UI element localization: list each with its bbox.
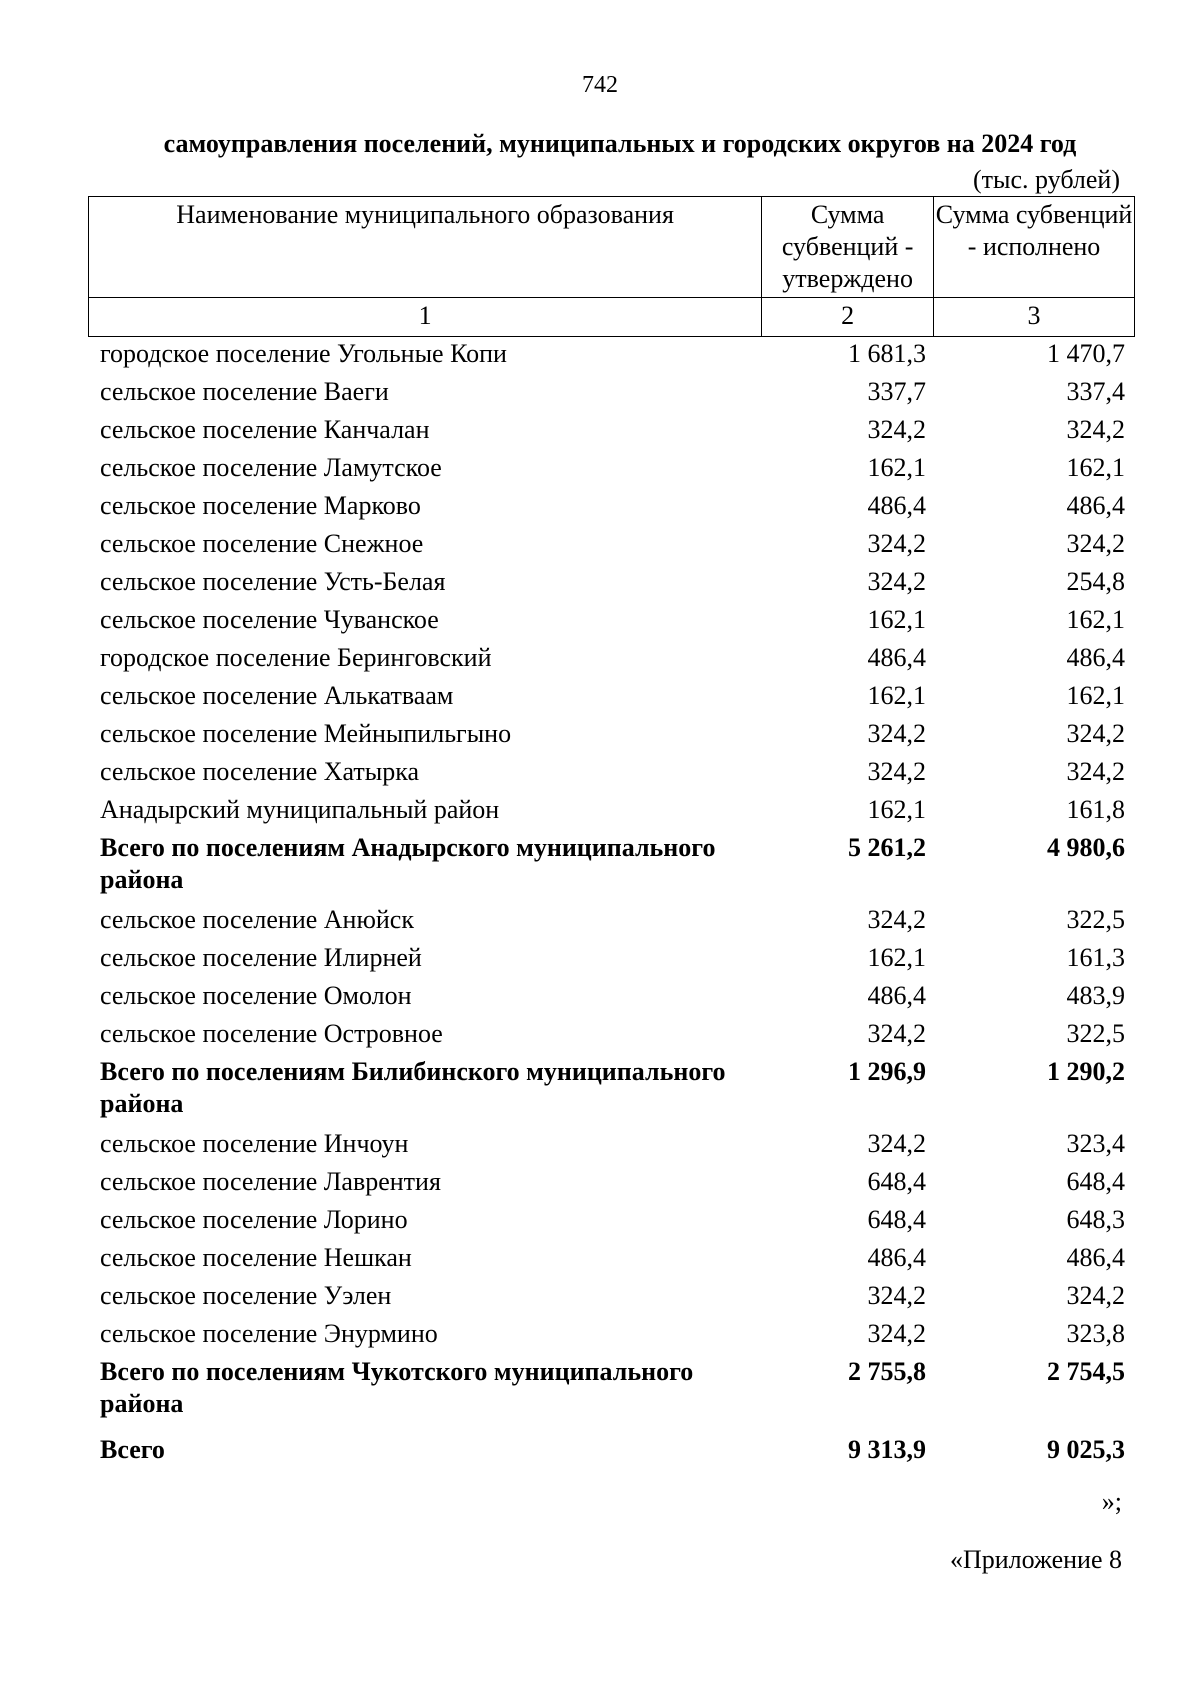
table-row [88,1318,1135,1356]
row-executed: 161,8 [1066,795,1125,824]
row-name: сельское поселение Ламутское [100,453,442,482]
row-approved: 162,1 [867,943,926,972]
row-name: сельское поселение Усть-Белая [100,567,446,596]
table-body [88,338,1135,1506]
table-row [88,566,1135,604]
row-approved: 2 755,8 [848,1357,926,1386]
row-approved: 486,4 [867,643,926,672]
row-approved: 648,4 [867,1205,926,1234]
table-row [88,1018,1135,1056]
row-name: Всего по поселениям Билибинского муниципального района [100,1057,726,1118]
row-executed: 486,4 [1066,643,1125,672]
row-executed: 161,3 [1066,943,1125,972]
row-name: сельское поселение Алькатваам [100,681,454,710]
row-name: сельское поселение Ваеги [100,377,389,406]
table-row [88,338,1135,376]
table-row [88,1128,1135,1166]
row-approved: 648,4 [867,1167,926,1196]
column-header-executed: Сумма субвенций - исполнено [934,197,1135,298]
row-approved: 162,1 [867,795,926,824]
appendix-label: «Приложение 8 [949,1545,1122,1574]
page-number: 742 [582,72,618,98]
column-number-1: 1 [89,298,762,337]
row-executed: 324,2 [1066,719,1125,748]
column-number-3: 3 [934,298,1135,337]
row-approved: 324,2 [867,1319,926,1348]
row-name: сельское поселение Анюйск [100,905,414,934]
row-name: Анадырский муниципальный район [100,795,500,824]
table-row [88,452,1135,490]
row-name: городское поселение Угольные Копи [100,339,507,368]
row-executed: 1 470,7 [1047,339,1125,368]
row-name: Всего [100,1435,165,1464]
row-executed: 162,1 [1066,681,1125,710]
table-row [88,718,1135,756]
row-executed: 648,4 [1066,1167,1125,1196]
row-approved: 162,1 [867,605,926,634]
grand-total-row [88,1434,1135,1506]
row-approved: 324,2 [867,529,926,558]
table-row [88,680,1135,718]
row-executed: 254,8 [1066,567,1125,596]
row-approved: 324,2 [867,757,926,786]
table-row [88,794,1135,832]
row-executed: 2 754,5 [1047,1357,1125,1386]
row-name: сельское поселение Марково [100,491,421,520]
row-executed: 1 290,2 [1047,1057,1125,1086]
row-executed: 486,4 [1066,491,1125,520]
row-approved: 324,2 [867,415,926,444]
units-label: (тыс. рублей) [972,165,1120,194]
row-name: сельское поселение Чуванское [100,605,439,634]
row-name: Всего по поселениям Анадырского муниципального района [100,833,716,894]
row-approved: 337,7 [867,377,926,406]
row-name: сельское поселение Инчоун [100,1129,409,1158]
table-row [88,604,1135,642]
column-number-2: 2 [762,298,934,337]
table-row [88,642,1135,680]
table-row [88,904,1135,942]
row-name: городское поселение Беринговский [100,643,492,672]
row-executed: 324,2 [1066,529,1125,558]
row-approved: 486,4 [867,981,926,1010]
row-approved: 5 261,2 [848,833,926,862]
table-row [88,490,1135,528]
row-name: сельское поселение Хатырка [100,757,420,786]
table-title: самоуправления поселений, муниципальных и городских округов на 2024 год [163,129,1077,158]
row-approved: 486,4 [867,491,926,520]
row-approved: 324,2 [867,1281,926,1310]
table-row [88,756,1135,794]
row-executed: 486,4 [1066,1243,1125,1272]
row-executed: 483,9 [1066,981,1125,1010]
table-row [88,414,1135,452]
subtotal-row [88,1056,1135,1128]
row-approved: 324,2 [867,719,926,748]
table-row [88,980,1135,1018]
table-row [88,1242,1135,1280]
closing-quote: »; [1101,1487,1122,1516]
row-approved: 324,2 [867,1019,926,1048]
row-executed: 322,5 [1066,1019,1125,1048]
table-row [88,942,1135,980]
row-executed: 162,1 [1066,605,1125,634]
row-name: сельское поселение Канчалан [100,415,430,444]
row-name: сельское поселение Энурмино [100,1319,438,1348]
row-name: сельское поселение Лорино [100,1205,408,1234]
row-executed: 648,3 [1066,1205,1125,1234]
table-row [88,376,1135,414]
row-name: сельское поселение Илирней [100,943,422,972]
row-approved: 1 681,3 [848,339,926,368]
table-row [88,1204,1135,1242]
row-executed: 324,2 [1066,757,1125,786]
row-approved: 324,2 [867,1129,926,1158]
column-header-approved: Сумма субвенций - утверждено [762,197,934,298]
row-executed: 162,1 [1066,453,1125,482]
row-approved: 486,4 [867,1243,926,1272]
row-name: сельское поселение Нешкан [100,1243,412,1272]
row-approved: 324,2 [867,567,926,596]
row-executed: 324,2 [1066,415,1125,444]
row-name: сельское поселение Лаврентия [100,1167,441,1196]
row-executed: 337,4 [1066,377,1125,406]
subtotal-row [88,832,1135,904]
row-name: сельское поселение Мейныпильгыно [100,719,512,748]
row-name: сельское поселение Уэлен [100,1281,392,1310]
row-approved: 1 296,9 [848,1057,926,1086]
table-row [88,528,1135,566]
row-approved: 324,2 [867,905,926,934]
subtotal-row [88,1356,1135,1428]
row-approved: 9 313,9 [848,1435,926,1464]
row-approved: 162,1 [867,681,926,710]
row-executed: 323,4 [1066,1129,1125,1158]
row-executed: 322,5 [1066,905,1125,934]
row-approved: 162,1 [867,453,926,482]
row-name: сельское поселение Омолон [100,981,412,1010]
table-row [88,1166,1135,1204]
row-executed: 9 025,3 [1047,1435,1125,1464]
table-header [88,196,1135,337]
row-executed: 4 980,6 [1047,833,1125,862]
row-executed: 324,2 [1066,1281,1125,1310]
row-executed: 323,8 [1066,1319,1125,1348]
table-row [88,1280,1135,1318]
column-header-name: Наименование муниципального образования [89,197,762,298]
row-name: сельское поселение Снежное [100,529,424,558]
row-name: Всего по поселениям Чукотского муниципального района [100,1357,694,1418]
row-name: сельское поселение Островное [100,1019,443,1048]
